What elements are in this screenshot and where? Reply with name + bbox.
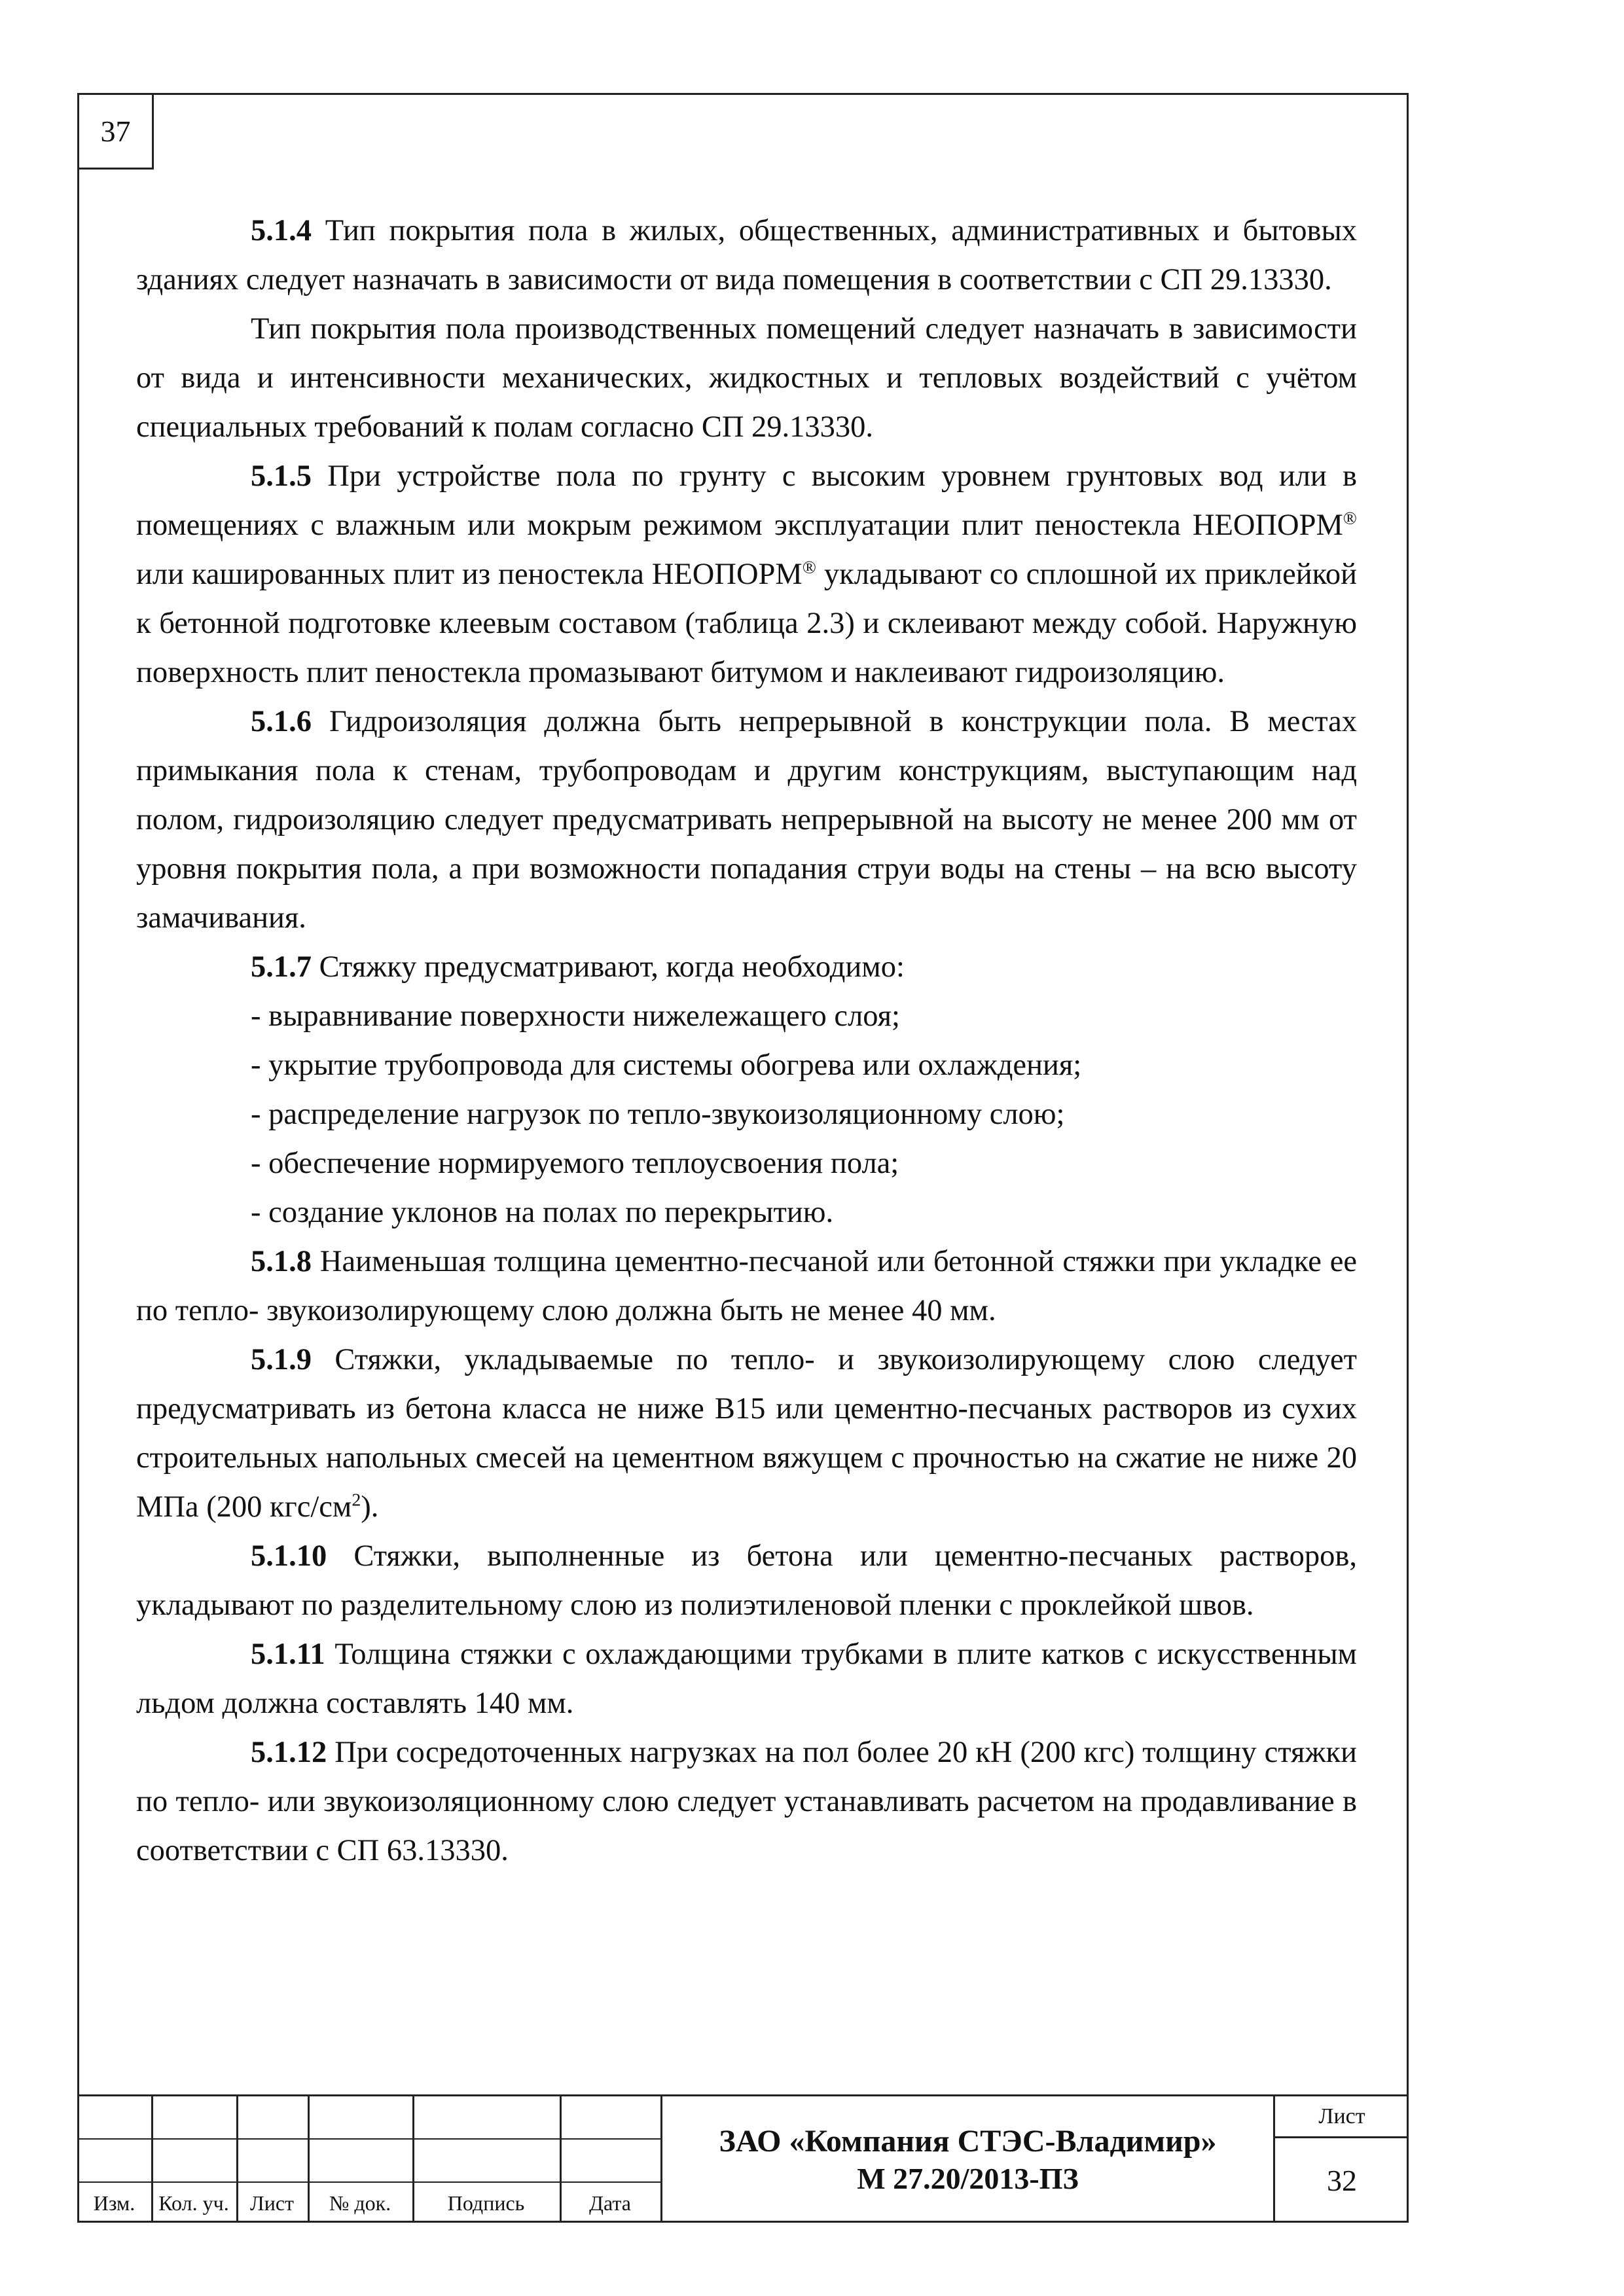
sheet-number: 32 — [1327, 2164, 1357, 2197]
clause-number: 5.1.10 — [251, 1539, 327, 1573]
paragraph-text: Толщина стяжки с охлаждающими трубками в плите катков с искусственным льдом должна составлять 140 мм. — [136, 1638, 1357, 1720]
title-block-center — [660, 2096, 1275, 2223]
col-signature-label: Подпись — [447, 2191, 525, 2215]
sheet-label: Лист — [1275, 2096, 1409, 2138]
col-list-label: Лист — [249, 2191, 294, 2215]
clause-number: 5.1.4 — [251, 214, 312, 247]
list-item: - создание уклонов на полах по перекрытию. — [251, 1196, 834, 1229]
clause-number: 5.1.8 — [251, 1245, 312, 1278]
registered-mark: ® — [1343, 508, 1357, 529]
superscript-2: 2 — [352, 1490, 361, 1511]
grid-line — [77, 2138, 660, 2140]
paragraph-text: Стяжки, укладываемые по тепло- и звукоизолирующему слою следует предусматривать из бетона класса не ниже В15 или цементно-песчаных растворов из сухих строительных напольных смесей на цементном вяжущем с прочностью на сжатие не ниже 20 МПа (200 кгс/см — [136, 1343, 1357, 1524]
clause-number: 5.1.5 — [251, 459, 312, 493]
paragraph-text: Тип покрытия пола производственных помещений следует назначать в зависимости от вида и интенсивности механических, жидкостных и тепловых воздействий с учётом специальных требований к полам согласно СП 29.13330. — [136, 312, 1357, 444]
paragraph-text: Гидроизоляция должна быть непрерывной в конструкции пола. В местах примыкания пола к стенам, трубопроводам и другим конструкциям, выступающим над полом, гидроизоляцию следует предусматривать непрерывной на высоту не менее 200 мм от уровня покрытия пола, а при возможности попадания струи воды на стены – на всю высоту замачивания. — [136, 705, 1357, 935]
paragraph-text: При сосредоточенных нагрузках на пол более 20 кН (200 кгс) толщину стяжки по тепло- или звукоизоляционному слою следует устанавливать расчетом на продавливание в соответствии с СП 63.13330. — [136, 1736, 1357, 1867]
grid-line — [77, 2181, 660, 2183]
paragraph-5-1-12 — [136, 1728, 1357, 1875]
page-number: 37 — [77, 93, 154, 170]
paragraph-5-1-6 — [136, 697, 1357, 942]
document-body — [136, 206, 1357, 1875]
paragraph-text: Стяжки, выполненные из бетона или цементно-песчаных растворов, укладывают по разделительному слою из полиэтиленовой пленки с проклейкой швов. — [136, 1539, 1357, 1622]
paragraph-production-floors — [136, 304, 1357, 452]
clause-number: 5.1.9 — [251, 1343, 312, 1376]
paragraph-5-1-8 — [136, 1237, 1357, 1335]
title-block — [77, 2094, 1409, 2223]
list-item: - укрытие трубопровода для системы обогрева или охлаждения; — [251, 1049, 1082, 1082]
col-kol-uch-label: Кол. уч. — [158, 2191, 229, 2215]
col-date-label: Дата — [589, 2191, 631, 2215]
paragraph-text: ). — [361, 1490, 379, 1524]
sheet-cell — [1275, 2096, 1409, 2223]
document-code: М 27.20/2013-ПЗ — [857, 2161, 1079, 2195]
registered-mark: ® — [802, 557, 816, 578]
col-izm-label: Изм. — [93, 2191, 135, 2215]
paragraph-text: Наименьшая толщина цементно-песчаной или бетонной стяжки при укладке ее по тепло- звукоизолирующему слою должна быть не менее 40 мм. — [136, 1245, 1357, 1327]
paragraph-text: укладывают со сплошной их приклейкой к бетонной подготовке клеевым составом (таблица 2.3) и склеивают между собой. Наружную поверхность плит пеностекла промазывают битумом и наклеивают гидроизоляцию. — [136, 558, 1357, 689]
paragraph-5-1-5 — [136, 452, 1357, 697]
list-item: - обеспечение нормируемого теплоусвоения пола; — [251, 1147, 899, 1180]
list-item: - выравнивание поверхности нижележащего слоя; — [251, 999, 900, 1033]
paragraph-5-1-11 — [136, 1630, 1357, 1728]
paragraph-text: Стяжку предусматривают, когда необходимо: — [312, 950, 905, 984]
paragraph-5-1-7 — [136, 942, 1357, 992]
clause-number: 5.1.7 — [251, 950, 312, 984]
paragraph-text: или кашированных плит из пеностекла НЕОПОРМ — [136, 558, 803, 591]
list-item: - распределение нагрузок по тепло-звукоизоляционному слою; — [251, 1098, 1065, 1131]
paragraph-text: Тип покрытия пола в жилых, общественных, административных и бытовых зданиях следует назначать в зависимости от вида помещения в соответствии с СП 29.13330. — [136, 214, 1357, 296]
organization-name: ЗАО «Компания СТЭС-Владимир» — [719, 2123, 1217, 2159]
paragraph-5-1-9 — [136, 1335, 1357, 1532]
clause-number: 5.1.11 — [251, 1638, 325, 1671]
paragraph-text: При устройстве пола по грунту с высоким уровнем грунтовых вод или в помещениях с влажным или мокрым режимом эксплуатации плит пеностекла НЕОПОРМ — [136, 459, 1357, 542]
paragraph-5-1-10 — [136, 1532, 1357, 1630]
paragraph-5-1-4 — [136, 206, 1357, 304]
col-doc-number-label: № док. — [329, 2191, 391, 2215]
clause-number: 5.1.12 — [251, 1736, 327, 1769]
clause-number: 5.1.6 — [251, 705, 312, 738]
revision-grid — [77, 2096, 660, 2223]
